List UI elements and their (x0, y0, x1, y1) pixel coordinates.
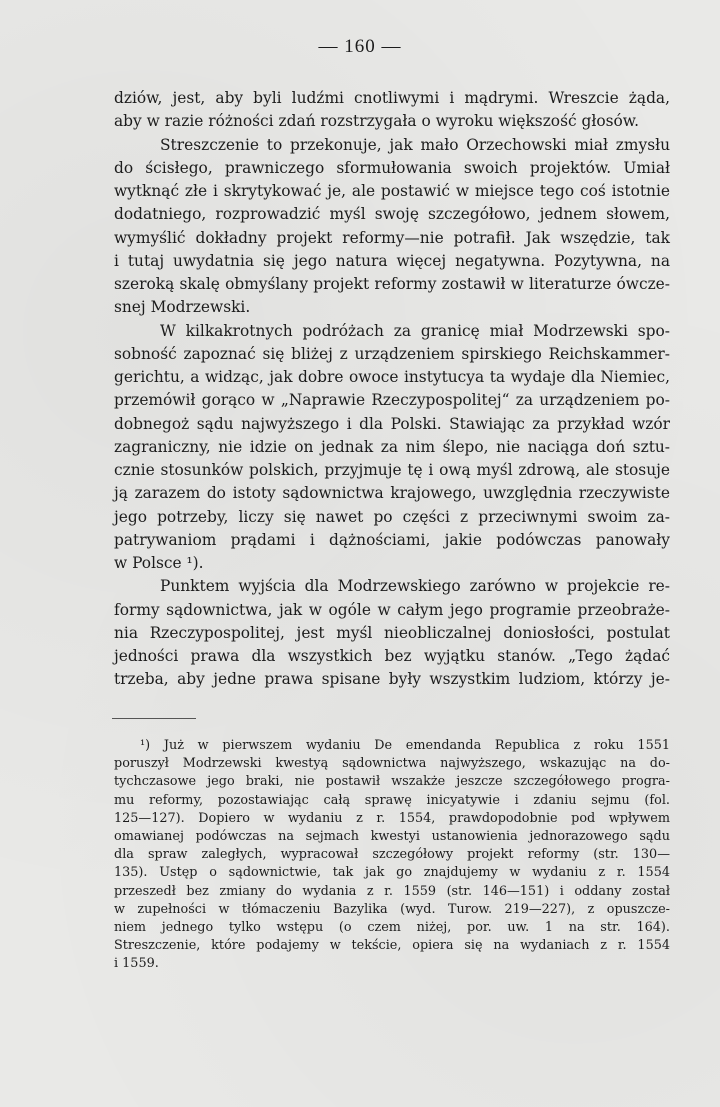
text-line: cznie stosunków polskich, przyjmuje tę i ową myśl zdrową, ale stosuje (114, 461, 670, 479)
text-line: jego potrzeby, liczy się nawet po części z przeciwnymi swoim za- (114, 507, 670, 526)
text-line: patrywaniom prądami i dążnościami, jakie podówczas panowały (114, 530, 670, 549)
text-line: i tutaj uwydatnia się jego natura więcej negatywna. Pozytywna, na (114, 251, 670, 270)
text-line: W kilkakrotnych podróżach za granicę miał Modrzewski spo- (160, 321, 670, 340)
footnote-line: przeszedł bez zmiany do wydania z r. 1559 (str. 146—151) i oddany został (114, 883, 670, 899)
footnote-line: dla spraw zaległych, wypracował szczegółowy projekt reformy (str. 130— (114, 847, 670, 863)
text-line: snej Modrzewski. (114, 298, 251, 317)
footnotes (114, 737, 670, 973)
text-line: ją zarazem do istoty sądownictwa krajowego, uwzględnia rzeczywiste (114, 484, 670, 503)
text-line: przemówił gorąco w „Naprawie Rzeczypospolitej“ za urządzeniem po- (114, 391, 670, 410)
page-number: — 160 — (318, 36, 402, 57)
text-line: dobnegoż sądu najwyższego i dla Polski. Stawiając za przykład wzór (114, 414, 670, 433)
footnote-divider (112, 718, 196, 719)
footnote-line: i 1559. (114, 956, 159, 972)
footnote-line: Streszczenie, które podajemy w tekście, opiera się na wydaniach z r. 1554 (114, 938, 670, 954)
text-line: aby w razie różności zdań rozstrzygała o wyroku większość głosów. (114, 112, 639, 131)
text-line: formy sądownictwa, jak w ogóle w całym jego programie przeobraże- (114, 600, 670, 619)
text-line: jedności prawa dla wszystkich bez wyjątku stanów. „Tego żądać (114, 647, 670, 665)
footnote-line: 135). Ustęp o sądownictwie, tak jak go znajdujemy w wydaniu z r. 1554 (114, 865, 670, 881)
footnote-line: mu reformy, pozostawiając całą sprawę inicyatywie i zdaniu sejmu (fol. (114, 792, 670, 808)
text-line: dziów, jest, aby byli ludźmi cnotliwymi i mądrymi. Wreszcie żąda, (114, 89, 670, 107)
text-line: trzeba, aby jedne prawa spisane były wszystkim ludziom, którzy je- (114, 670, 670, 689)
text-line: gerichtu, a widząc, jak dobre owoce instytucya ta wydaje dla Niemiec, (114, 368, 670, 386)
text-line: dodatniego, rozprowadzić myśl swoję szczegółowo, jednem słowem, (114, 205, 670, 224)
text-line: w Polsce ¹). (114, 554, 204, 572)
text-line: sobność zapoznać się bliżej z urządzeniem spirskiego Reichskammer- (114, 344, 670, 363)
footnote-line: 125—127). Dopiero w wydaniu z r. 1554, prawdopodobnie pod wpływem (114, 810, 670, 826)
footnote-line: ¹) Już w pierwszem wydaniu De emendanda Republica z roku 1551 (140, 738, 670, 753)
footnote-line: omawianej podówczas na sejmach kwestyi ustanowienia jednorazowego sądu (114, 828, 670, 844)
text-line: wytknąć złe i skrytykować je, ale postawić w miejsce tego coś istotnie (114, 182, 670, 200)
text-line: szeroką skalę obmyślany projekt reformy zostawił w literaturze ówcze- (114, 275, 670, 293)
footnote-line: w zupełności w tłómaczeniu Bazylika (wyd. Turow. 219—227), z opuszcze- (114, 901, 670, 917)
text-line: Punktem wyjścia dla Modrzewskiego zarówno w projekcie re- (160, 577, 670, 596)
text-line: Streszczenie to przekonuje, jak mało Orzechowski miał zmysłu (160, 135, 670, 154)
main-text (114, 87, 670, 692)
footnote-line: tychczasowe jego braki, nie postawił wszakże jeszcze szczegółowego progra- (114, 774, 670, 790)
text-line: wymyślić dokładny projekt reformy—nie potrafił. Jak wszędzie, tak (114, 228, 670, 247)
text-line: do ścisłego, prawniczego sformułowania swoich projektów. Umiał (114, 158, 670, 177)
footnote-line: poruszył Modrzewski kwestyą sądownictwa najwyższego, wskazując na do- (114, 756, 670, 772)
text-line: nia Rzeczypospolitej, jest myśl nieobliczalnej doniosłości, postulat (114, 623, 670, 642)
footnote-line: niem jednego tylko wstępu (o czem niżej, por. uw. 1 na str. 164). (114, 919, 670, 935)
text-line: zagraniczny, nie idzie on jednak za nim ślepo, nie naciąga doń sztu- (114, 437, 670, 456)
